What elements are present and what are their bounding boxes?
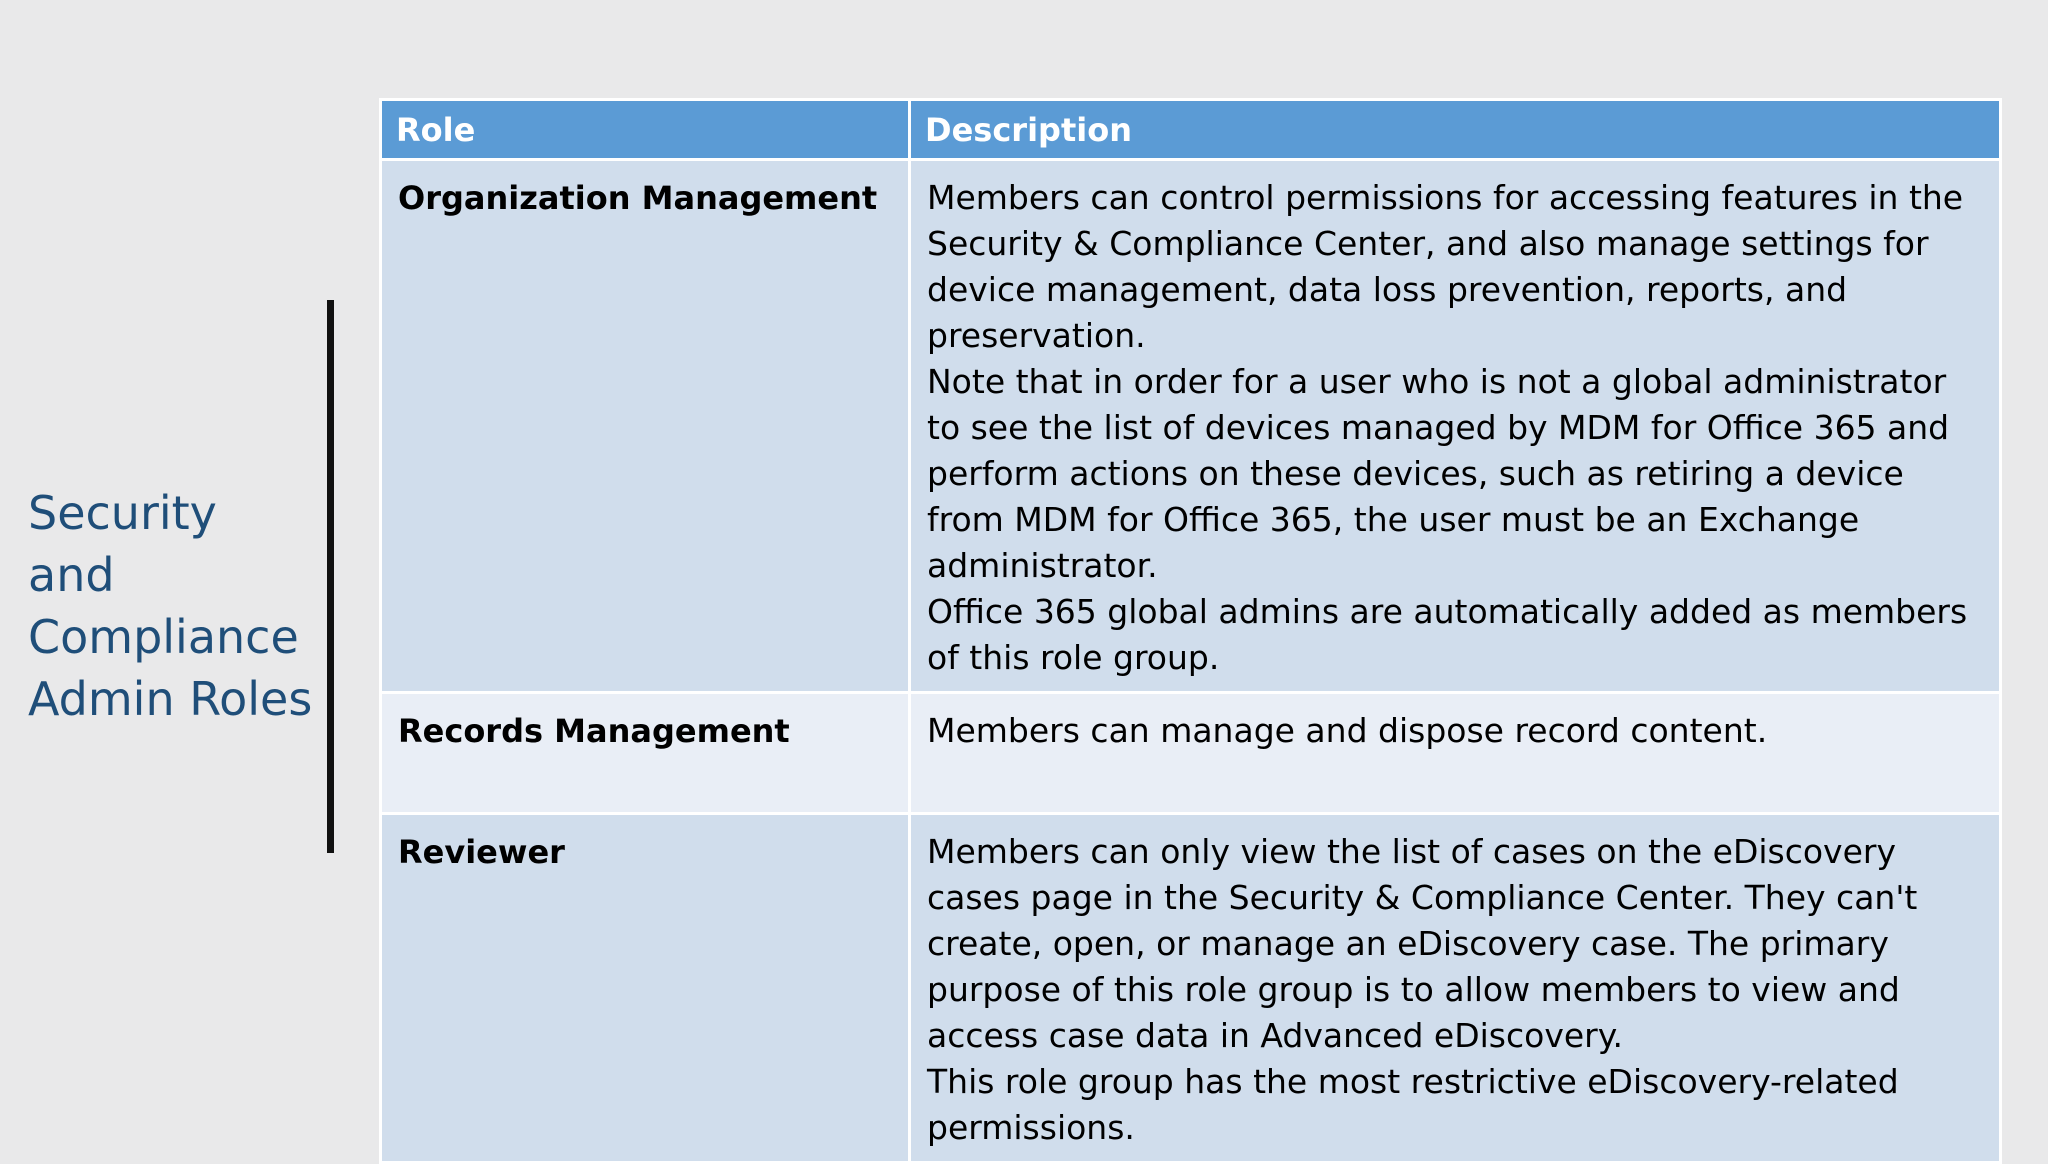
table-row bbox=[381, 814, 2001, 1163]
description-paragraph: Members can control permissions for accessing features in the Security & Compliance Center, and also manage settings for device management, data loss prevention, reports, and preservation. bbox=[927, 178, 1964, 355]
description-paragraph: This role group has the most restrictive eDiscovery-related permissions. bbox=[927, 1062, 1899, 1147]
slide-title-line-1: Security and bbox=[28, 486, 217, 602]
slide-title bbox=[28, 482, 318, 730]
header-role: Role bbox=[381, 100, 910, 160]
slide-title-line-3: Admin Roles bbox=[28, 672, 313, 726]
slide-title-line-2: Compliance bbox=[28, 610, 299, 664]
description-paragraph: Members can manage and dispose record content. bbox=[927, 711, 1768, 750]
table-row bbox=[381, 693, 2001, 814]
description-paragraph: Members can only view the list of cases on the eDiscovery cases page in the Security & Compliance Center. They can't create, open, or manage an eDiscovery case. The primary purpose of this role group is to allow members to view and access case data in Advanced eDiscovery. bbox=[927, 832, 1918, 1055]
description-paragraph: Office 365 global admins are automatically added as members of this role group. bbox=[927, 592, 1968, 677]
description-cell bbox=[910, 693, 2001, 814]
role-cell: Organization Management bbox=[381, 160, 910, 693]
role-cell: Records Management bbox=[381, 693, 910, 814]
role-cell: Reviewer bbox=[381, 814, 910, 1163]
description-cell bbox=[910, 814, 2001, 1163]
description-cell bbox=[910, 160, 2001, 693]
description-paragraph: Note that in order for a user who is not a global administrator to see the list of devices managed by MDM for Office 365 and perform actions on these devices, such as retiring a device from MDM for Office 365, the user must be an Exchange administrator. bbox=[927, 362, 1950, 585]
vertical-divider bbox=[327, 300, 334, 853]
roles-table bbox=[379, 98, 2002, 1164]
table-header-row bbox=[381, 100, 2001, 160]
table-row bbox=[381, 160, 2001, 693]
header-description: Description bbox=[910, 100, 2001, 160]
